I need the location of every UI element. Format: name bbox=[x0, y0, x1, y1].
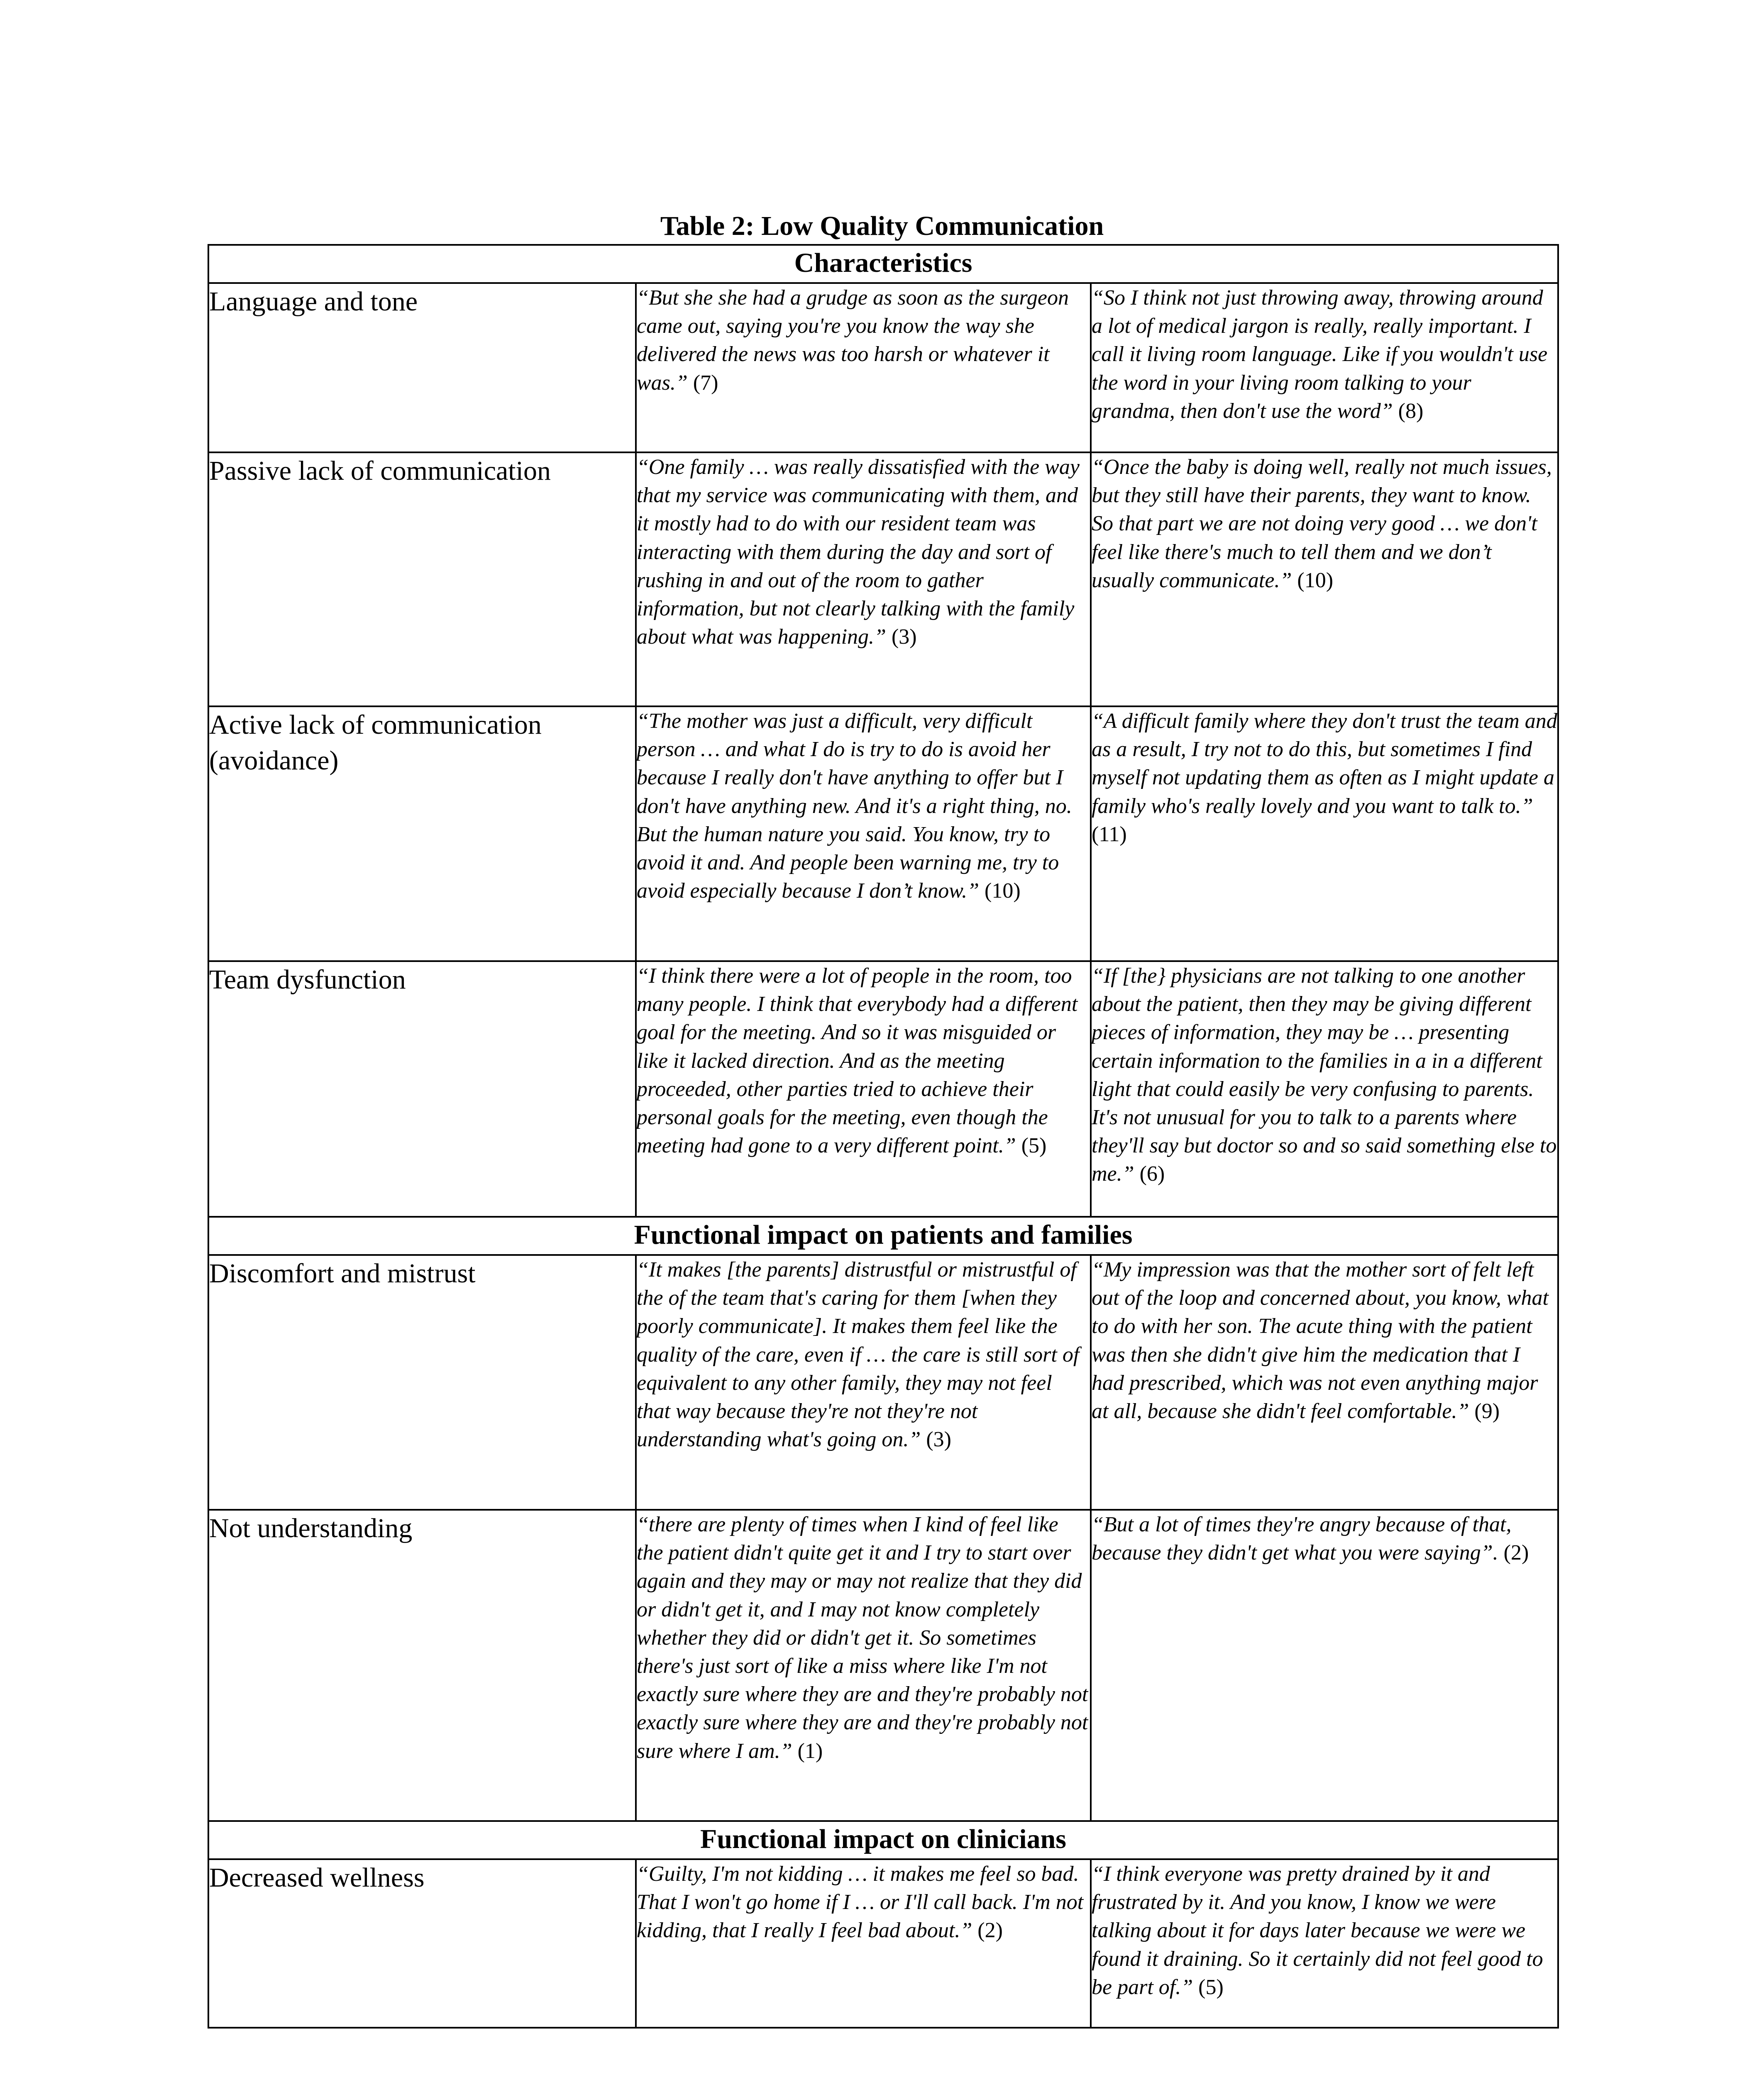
row-label: Active lack of communication (avoidance) bbox=[208, 706, 636, 961]
quote-cell bbox=[1091, 706, 1558, 961]
quote-text: “If [the} physicians are not talking to one another about the patient, then they may be giving different pieces of information, they may be … presenting certain information to the families in a in a different light that could easily be very confusing to parents. It's not unusual for you to talk to a parents where they'll say but doctor so and so said something else to me.” bbox=[1092, 964, 1557, 1186]
quote-reference: (8) bbox=[1398, 399, 1424, 423]
quote-reference: (3) bbox=[926, 1428, 951, 1452]
section-heading: Functional impact on clinicians bbox=[208, 1821, 1558, 1859]
quote-cell bbox=[1091, 1510, 1558, 1821]
quote-cell bbox=[636, 1255, 1091, 1510]
row-label: Not understanding bbox=[208, 1510, 636, 1821]
table-row bbox=[208, 1859, 1558, 2028]
quote-cell bbox=[636, 706, 1091, 961]
section-header-row bbox=[208, 1821, 1558, 1859]
row-label: Team dysfunction bbox=[208, 961, 636, 1217]
quote-cell bbox=[636, 961, 1091, 1217]
quote-text: “My impression was that the mother sort of felt left out of the loop and concerned about, you know, what to do with her son. The acute thing with the patient was then she didn't give him the medication that I had prescribed, which was not even anything major at all, because she didn't feel comfortable.” bbox=[1092, 1258, 1549, 1423]
quote-text: “I think everyone was pretty drained by it and frustrated by it. And you know, I know we were talking about it for days later because we were we found it draining. So it certainly did not feel good to be part of.” bbox=[1092, 1862, 1543, 1999]
row-label: Discomfort and mistrust bbox=[208, 1255, 636, 1510]
quote-reference: (10) bbox=[985, 879, 1021, 903]
section-heading: Functional impact on patients and families bbox=[208, 1217, 1558, 1255]
table-row bbox=[208, 1255, 1558, 1510]
table-title: Table 2: Low Quality Communication bbox=[660, 211, 1104, 241]
quote-text: “Once the baby is doing well, really not much issues, but they still have their parents, they want to know. So that part we are not doing very good … we don't feel like there's much to tell them and we don’t usually communicate.” bbox=[1092, 455, 1552, 592]
row-label: Decreased wellness bbox=[208, 1859, 636, 2028]
quote-reference: (2) bbox=[1503, 1541, 1529, 1565]
quote-reference: (3) bbox=[891, 625, 917, 649]
quote-text: “One family … was really dissatisfied with the way that my service was communicating with them, and it mostly had to do with our resident team was interacting with them during the day and sort of rushing in and out of the room to gather information, but not clearly talking with the family about what was happening.” bbox=[637, 455, 1080, 649]
quote-cell bbox=[1091, 1255, 1558, 1510]
quote-text: “I think there were a lot of people in the room, too many people. I think that everybody had a different goal for the meeting. And so it was misguided or like it lacked direction. And as the meeting proceeded, other parties tried to achieve their personal goals for the meeting, even though the meeting had gone to a very different point.” bbox=[637, 964, 1078, 1158]
quote-reference: (7) bbox=[693, 371, 718, 395]
section-heading: Characteristics bbox=[208, 245, 1558, 283]
quote-text: “Guilty, I'm not kidding … it makes me feel so bad. That I won't go home if I … or I'll call back. I'm not kidding, that I really I feel bad about.” bbox=[637, 1862, 1084, 1943]
quote-cell bbox=[1091, 1859, 1558, 2028]
quote-reference: (10) bbox=[1297, 568, 1334, 592]
table-row bbox=[208, 283, 1558, 452]
quote-text: “It makes [the parents] distrustful or mistrustful of the of the team that's caring for them [when they poorly communicate]. It makes them feel like the quality of the care, even if … the care is still sort of equivalent to any other family, they may not feel that way because they're not they're not understanding what's going on.” bbox=[637, 1258, 1080, 1452]
quote-cell bbox=[636, 1510, 1091, 1821]
communication-table bbox=[208, 244, 1559, 2029]
quote-cell bbox=[1091, 961, 1558, 1217]
table-row bbox=[208, 1510, 1558, 1821]
quote-reference: (1) bbox=[797, 1739, 823, 1763]
section-header-row bbox=[208, 245, 1558, 283]
quote-cell bbox=[1091, 452, 1558, 706]
quote-cell bbox=[636, 452, 1091, 706]
quote-reference: (6) bbox=[1139, 1162, 1165, 1186]
table-row bbox=[208, 706, 1558, 961]
row-label: Passive lack of communication bbox=[208, 452, 636, 706]
quote-cell bbox=[636, 283, 1091, 452]
table-row bbox=[208, 452, 1558, 706]
quote-text: “there are plenty of times when I kind of feel like the patient didn't quite get it and I try to start over again and they may or may not realize that they did or didn't get it, and I may not know completely whether they did or didn't get it. So sometimes there's just sort of like a miss where like I'm not exactly sure where they are and they're probably not exactly sure where they are and they're probably not sure where I am.” bbox=[637, 1513, 1088, 1763]
quote-reference: (5) bbox=[1198, 1975, 1224, 1999]
quote-text: “The mother was just a difficult, very difficult person … and what I do is try to do is avoid her because I really don't have anything to offer but I don't have anything new. And it's a right thing, no. But the human nature you said. You know, try to avoid it and. And people been warning me, try to avoid especially because I don’t know.” bbox=[637, 709, 1072, 903]
quote-text: “So I think not just throwing away, throwing around a lot of medical jargon is really, really important. I call it living room language. Like if you wouldn't use the word in your living room talking to your grandma, then don't use the word” bbox=[1092, 286, 1548, 423]
section-header-row bbox=[208, 1217, 1558, 1255]
quote-text: “But a lot of times they're angry because of that, because they didn't get what you were saying”. bbox=[1092, 1513, 1512, 1565]
quote-reference: (2) bbox=[977, 1919, 1003, 1943]
quote-cell bbox=[636, 1859, 1091, 2028]
table-row bbox=[208, 961, 1558, 1217]
quote-text: “But she she had a grudge as soon as the surgeon came out, saying you're you know the way she delivered the news was too harsh or whatever it was.” bbox=[637, 286, 1069, 395]
quote-text: “A difficult family where they don't trust the team and as a result, I try not to do this, but sometimes I find myself not updating them as often as I might update a family who's really lovely and you want to talk to.” bbox=[1092, 709, 1557, 818]
row-label: Language and tone bbox=[208, 283, 636, 452]
quote-cell bbox=[1091, 283, 1558, 452]
quote-reference: (11) bbox=[1092, 822, 1127, 846]
quote-reference: (9) bbox=[1474, 1399, 1500, 1423]
quote-reference: (5) bbox=[1021, 1134, 1047, 1158]
